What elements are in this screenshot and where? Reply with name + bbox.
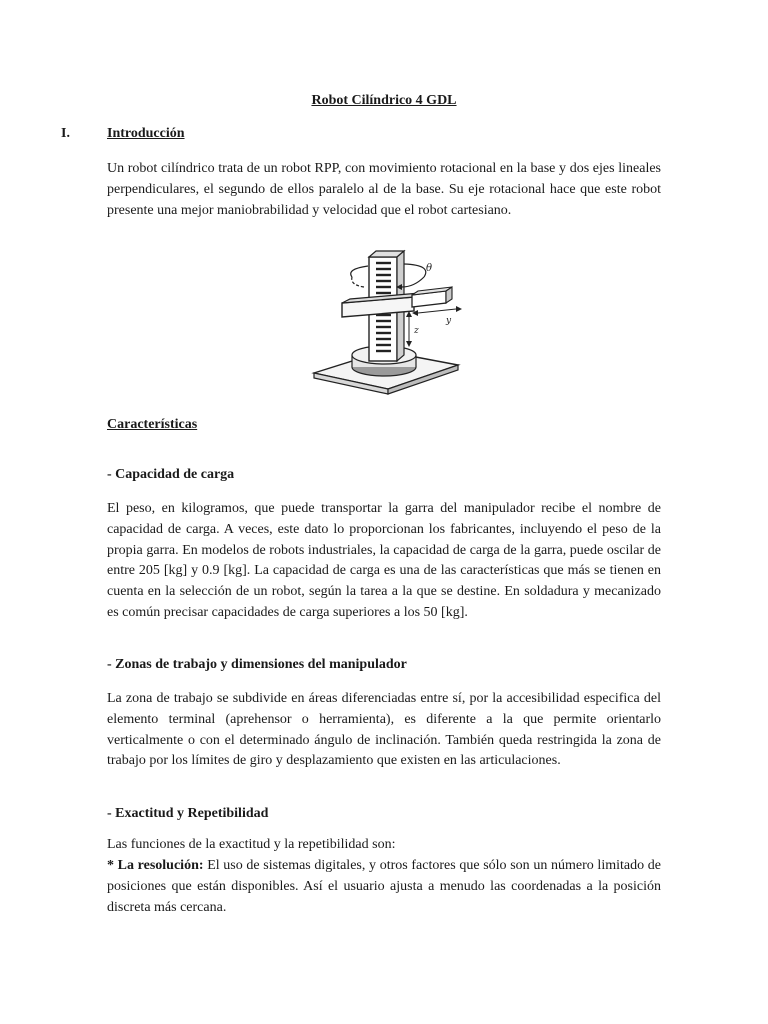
zonas-paragraph: La zona de trabajo se subdivide en áreas diferenciadas entre sí, por la accesibilidad especifica del elemento terminal (aprehensor o herramienta), es diferente a la que permite orientarlo verticalmente o con el determinado ángulo de inclinación. También queda restringida la zona de trabajo por los límites de giro y desplazamiento que existen en las articulaciones. [107, 691, 661, 769]
section-number: I. [61, 126, 70, 141]
robot-diagram [306, 247, 466, 397]
section-heading-introduccion [61, 126, 185, 142]
resolucion-item [107, 856, 661, 918]
capacidad-heading: - Capacidad de carga [107, 467, 235, 482]
zonas-heading: - Zonas de trabajo y dimensiones del manipulador [107, 657, 407, 672]
cylindrical-robot-figure [306, 247, 466, 397]
theta-label: θ [426, 263, 433, 274]
intro-paragraph: Un robot cilíndrico trata de un robot RPP, con movimiento rotacional en la base y dos ejes lineales perpendiculares, el segundo de ellos paralelo al de la base. Su eje rotacional hace que este robot presente una mejor maniobrabilidad y velocidad que el robot cartesiano. [107, 161, 661, 218]
resolucion-text: El uso de sistemas digitales, y otros factores que sólo son un número limitado de posiciones que están disponibles. Así el usuario ajusta a menudo las coordenadas a la posición discreta más cercana. [107, 858, 661, 915]
exactitud-heading: - Exactitud y Repetibilidad [107, 806, 269, 821]
exactitud-intro: Las funciones de la exactitud y la repetibilidad son: [107, 837, 396, 852]
resolucion-label: * La resolución: [107, 858, 204, 873]
capacidad-paragraph: El peso, en kilogramos, que puede transportar la garra del manipulador recibe el nombre de capacidad de carga. A veces, este dato lo proporcionan los fabricantes, incluyendo el peso de la propia garra. En modelos de robots industriales, la capacidad de carga de la garra, puede oscilar de entre 205 [kg] y 0.9 [kg]. La capacidad de carga es una de las características que más se tienen en cuenta en la selección de un robot, según la tarea a la que se destine. En soldadura y mecanizado es común precisar capacidades de carga superiores a los 50 [kg]. [107, 501, 661, 620]
section-title: Introducción [107, 126, 185, 141]
caracteristicas-heading: Características [107, 417, 198, 432]
z-label: z [414, 326, 419, 336]
document-title: Robot Cilíndrico 4 GDL [311, 93, 457, 108]
y-label: y [446, 316, 452, 326]
